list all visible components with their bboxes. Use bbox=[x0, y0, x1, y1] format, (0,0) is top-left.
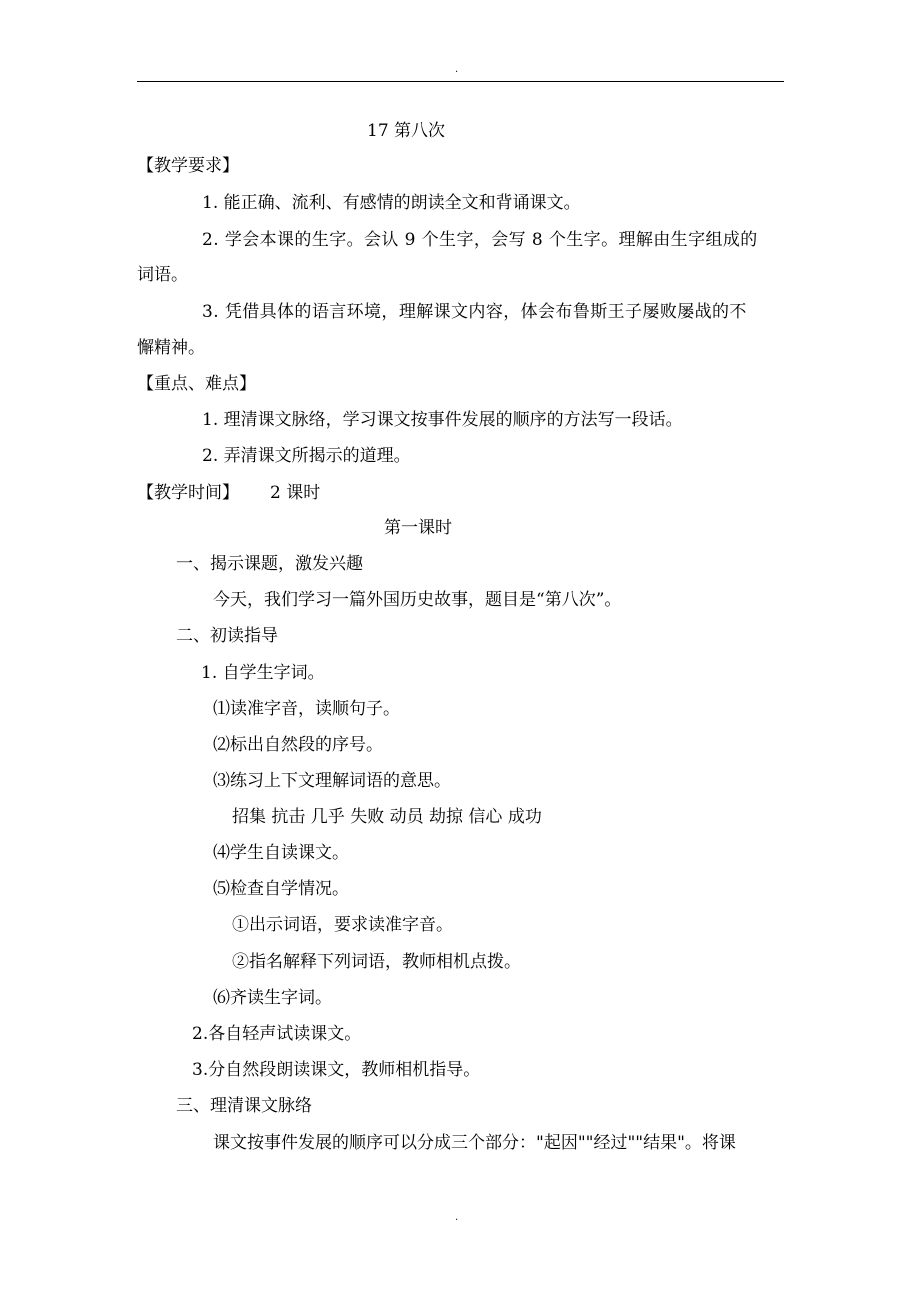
teaching-time-label: 【教学时间】 bbox=[137, 483, 239, 503]
part-2-item-3: 3.分自然段朗读课文，教师相机指导。 bbox=[192, 1060, 481, 1080]
part-3-text: 课文按事件发展的顺序可以分成三个部分："起因""经过""结果"。将课 bbox=[213, 1133, 736, 1153]
part-2-sub-6: ⑹齐读生字词。 bbox=[213, 988, 332, 1008]
part-2-sub-3: ⑶练习上下文理解词语的意思。 bbox=[213, 771, 451, 791]
part-2-heading: 二、初读指导 bbox=[176, 626, 278, 646]
part-2-item-2: 2.各自轻声试读课文。 bbox=[192, 1024, 362, 1044]
lesson-heading: 第一课时 bbox=[384, 518, 452, 538]
key-point-2: 2. 弄清课文所揭示的道理。 bbox=[202, 446, 411, 466]
part-2-sub-5-b: ②指名解释下列词语，教师相机点拨。 bbox=[232, 952, 521, 972]
requirements-heading: 【教学要求】 bbox=[137, 156, 239, 176]
header-rule bbox=[137, 81, 784, 82]
footer-mark: . bbox=[455, 1212, 459, 1223]
requirement-2-line-2: 词语。 bbox=[137, 265, 188, 285]
part-2-sub-4: ⑷学生自读课文。 bbox=[213, 843, 349, 863]
part-2-sub-5: ⑸检查自学情况。 bbox=[213, 879, 349, 899]
part-2-sub-2: ⑵标出自然段的序号。 bbox=[213, 735, 383, 755]
part-2-sub-5-a: ①出示词语，要求读准字音。 bbox=[232, 915, 453, 935]
header-mark: . bbox=[455, 64, 459, 75]
part-1-heading: 一、揭示课题，激发兴趣 bbox=[176, 554, 363, 574]
part-1-text: 今天，我们学习一篇外国历史故事，题目是“第八次”。 bbox=[213, 590, 622, 610]
requirement-2-line-1: 2. 学会本课的生字。会认 9 个生字，会写 8 个生字。理解由生字组成的 bbox=[202, 230, 758, 250]
part-2-sub-1: ⑴读准字音，读顺句子。 bbox=[213, 699, 400, 719]
requirement-3-line-2: 懈精神。 bbox=[137, 338, 205, 358]
part-2-item-1: 1. 自学生字词。 bbox=[201, 663, 325, 683]
requirement-1: 1. 能正确、流利、有感情的朗读全文和背诵课文。 bbox=[202, 193, 581, 213]
vocabulary-words: 招集 抗击 几乎 失败 动员 劫掠 信心 成功 bbox=[232, 807, 542, 827]
teaching-time-value: 2 课时 bbox=[270, 483, 321, 503]
requirement-3-line-1: 3. 凭借具体的语言环境，理解课文内容，体会布鲁斯王子屡败屡战的不 bbox=[202, 302, 747, 322]
key-points-heading: 【重点、难点】 bbox=[137, 374, 256, 394]
key-point-1: 1. 理清课文脉络，学习课文按事件发展的顺序的方法写一段话。 bbox=[202, 410, 683, 430]
part-3-heading: 三、理清课文脉络 bbox=[176, 1096, 312, 1116]
lesson-title: 17 第八次 bbox=[367, 121, 446, 141]
